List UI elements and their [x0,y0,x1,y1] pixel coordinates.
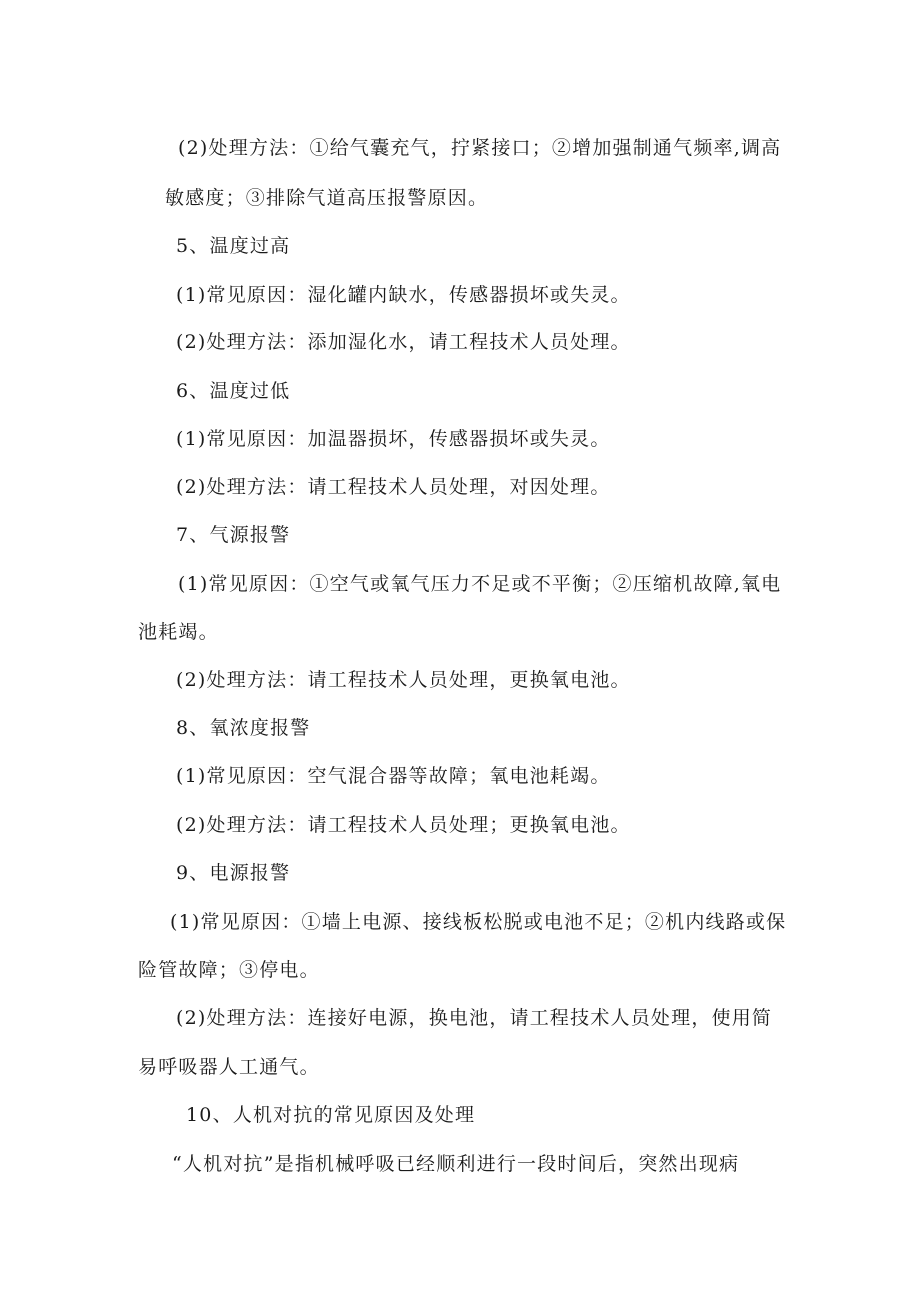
paragraph-line: (2)处理方法：请工程技术人员处理，对因处理。 [176,476,611,498]
section-heading: 8、氧浓度报警 [176,717,311,739]
paragraph-line: (1)常见原因：空气混合器等故障；氧电池耗竭。 [176,765,611,787]
section-heading: 6、温度过低 [176,380,291,402]
section-heading: 10、人机对抗的常见原因及处理 [186,1104,476,1126]
paragraph-line: 池耗竭。 [138,621,219,643]
paragraph-line: 险管故障；③停电。 [138,959,320,981]
section-heading: 7、气源报警 [176,524,291,546]
paragraph-line: (1)常见原因：①墙上电源、接线板松脱或电池不足；②机内线路或保 [170,911,787,933]
paragraph-line: 敏感度；③排除气道高压报警原因。 [165,187,489,209]
paragraph-line: (2)处理方法：请工程技术人员处理，更换氧电池。 [176,669,631,691]
paragraph-line: (1)常见原因：湿化罐内缺水，传感器损坏或失灵。 [176,284,631,306]
paragraph-line: “人机对抗”是指机械呼吸已经顺利进行一段时间后，突然出现病 [172,1153,740,1175]
paragraph-line: (2)处理方法：添加湿化水，请工程技术人员处理。 [176,331,631,353]
paragraph-line: (2)处理方法：请工程技术人员处理；更换氧电池。 [176,814,631,836]
section-heading: 9、电源报警 [176,862,291,884]
section-heading: 5、温度过高 [176,235,291,257]
paragraph-line: (2)处理方法：①给气囊充气，拧紧接口；②增加强制通气频率,调高 [178,137,782,159]
paragraph-line: (2)处理方法：连接好电源，换电池，请工程技术人员处理，使用简 [176,1007,773,1029]
paragraph-line: (1)常见原因：加温器损坏，传感器损坏或失灵。 [176,428,611,450]
paragraph-line: (1)常见原因：①空气或氧气压力不足或不平衡；②压缩机故障,氧电 [178,573,782,595]
paragraph-line: 易呼吸器人工通气。 [138,1056,320,1078]
